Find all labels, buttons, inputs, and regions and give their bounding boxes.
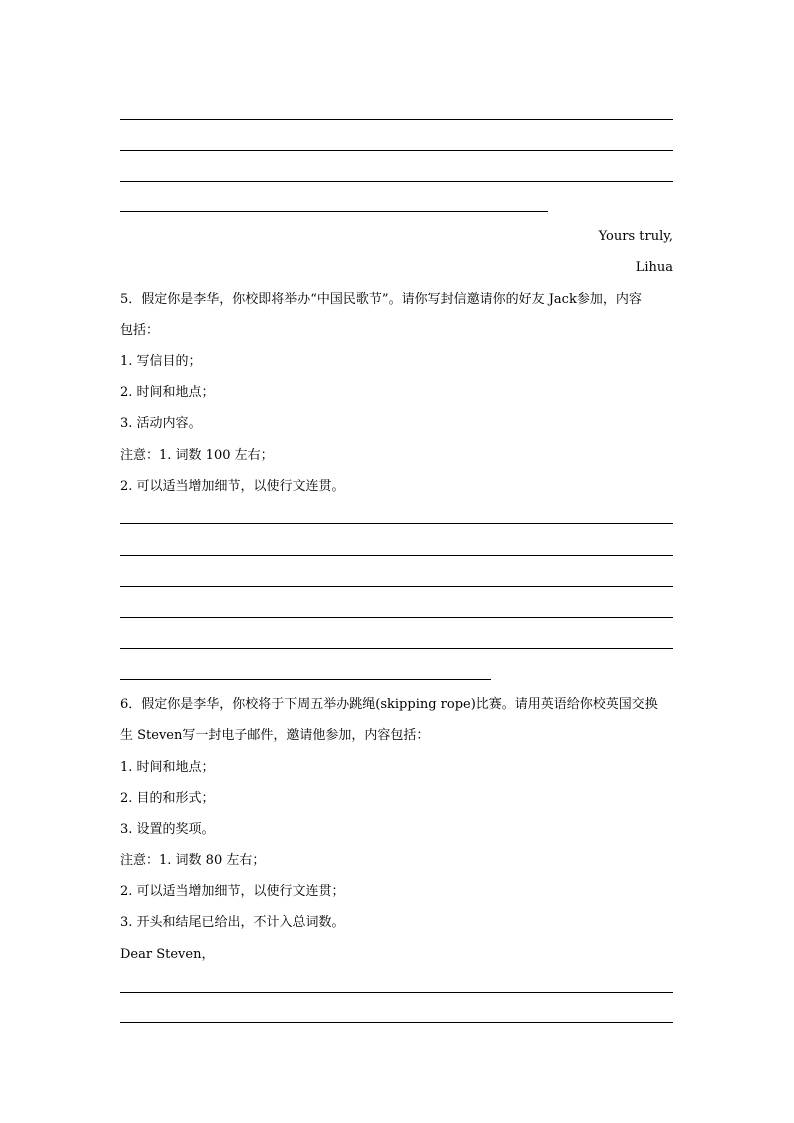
q6-note-2: 2. 可以适当增加细节，以使行文连贯； bbox=[120, 884, 345, 899]
q6-prompt-line2: 生 Steven写一封电子邮件，邀请他参加，内容包括： bbox=[120, 728, 430, 743]
answer-line[interactable] bbox=[120, 992, 673, 993]
q5-prompt-line2: 包括： bbox=[120, 323, 160, 338]
answer-line[interactable] bbox=[120, 555, 673, 556]
q5-note-2: 2. 可以适当增加细节，以使行文连贯。 bbox=[120, 479, 345, 494]
q5-note-1: 注意：1. 词数 100 左右； bbox=[120, 448, 274, 463]
q6-point-1: 1. 时间和地点； bbox=[120, 760, 215, 775]
q6-salutation: Dear Steven， bbox=[120, 947, 215, 962]
answer-line-short[interactable] bbox=[120, 211, 548, 212]
q6-prompt-line1: 6．假定你是李华，你校将于下周五举办跳绳(skipping rope)比赛。请用英语给你校英国交换 bbox=[120, 697, 658, 712]
letter-signature: Lihua bbox=[635, 260, 673, 275]
q5-point-2: 2. 时间和地点； bbox=[120, 385, 215, 400]
letter-signoff: Yours truly, bbox=[598, 229, 673, 244]
q6-point-2: 2. 目的和形式； bbox=[120, 791, 215, 806]
answer-line[interactable] bbox=[120, 648, 673, 649]
answer-line[interactable] bbox=[120, 586, 673, 587]
q5-point-3: 3. 活动内容。 bbox=[120, 416, 202, 431]
q6-note-3: 3. 开头和结尾已给出，不计入总词数。 bbox=[120, 915, 345, 930]
q6-note-1: 注意：1. 词数 80 左右； bbox=[120, 853, 266, 868]
q5-prompt-line1: 5．假定你是李华，你校即将举办“中国民歌节”。请你写封信邀请你的好友 Jack参加，内容 bbox=[120, 292, 642, 307]
answer-line[interactable] bbox=[120, 617, 673, 618]
answer-line-short[interactable] bbox=[120, 679, 491, 680]
answer-line[interactable] bbox=[120, 181, 673, 182]
answer-line[interactable] bbox=[120, 150, 673, 151]
answer-line[interactable] bbox=[120, 523, 673, 524]
q6-point-3: 3. 设置的奖项。 bbox=[120, 822, 215, 837]
answer-line[interactable] bbox=[120, 119, 673, 120]
q5-point-1: 1. 写信目的； bbox=[120, 354, 202, 369]
answer-line[interactable] bbox=[120, 1022, 673, 1023]
